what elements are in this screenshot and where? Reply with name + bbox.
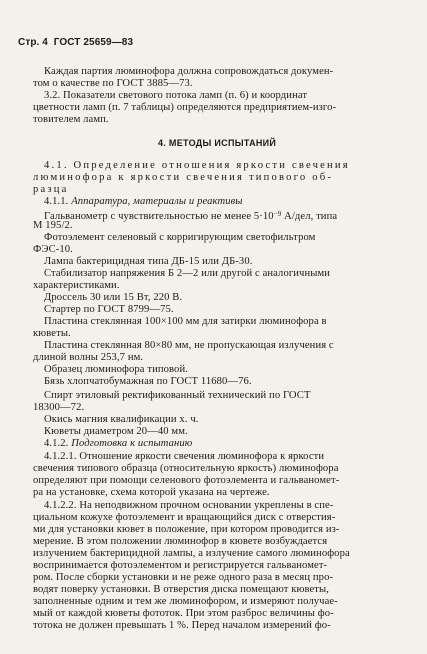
text-line: характеристиками. [33, 280, 120, 291]
text-line: Спирт этиловый ректификованный технический по ГОСТ [44, 390, 311, 401]
text-line: цветности ламп (п. 7 таблицы) определяются предприятием-изго- [33, 102, 337, 113]
text-line: Стартер по ГОСТ 8799—75. [44, 304, 174, 315]
text-line: мый от каждой кюветы фототок. При этом разброс величины фо- [33, 608, 334, 619]
text-line: 18300—72. [33, 402, 85, 413]
text-line: тотока не должен превышать 1 %. Перед началом измерений фо- [33, 620, 331, 631]
page-header [18, 37, 133, 49]
text-line: товителем ламп. [33, 114, 109, 125]
subsection-title: разца [33, 184, 69, 195]
text-line: ФЭС-10. [33, 244, 73, 255]
text-line: Стабилизатор напряжения Б 2—2 или другой с аналогичными [44, 268, 331, 279]
text-line: свечения типового образца (относительную яркость) люминофора [33, 463, 339, 474]
text-line: ми для установки кювет в положение, при котором проводится из- [33, 524, 340, 535]
clause-title: Аппаратура, материалы и реактивы [71, 196, 243, 207]
text-line: Кюветы диаметром 20—40 мм. [44, 426, 188, 437]
text-line: 3.2. Показатели светового потока ламп (п. 6) и координат [44, 90, 308, 101]
text-fragment: А/дел, типа [281, 211, 338, 222]
text-line: Фотоэлемент селеновый с корригирующим светофильтром [44, 232, 316, 243]
text-line: М 195/2. [33, 220, 73, 231]
text-line [44, 208, 337, 223]
subsection-heading [44, 196, 243, 208]
text-line: Образец люминофора типовой. [44, 364, 188, 375]
standard-number: ГОСТ 25659—83 [53, 37, 134, 48]
page-number: Стр. 4 [18, 37, 48, 48]
text-line: ра на установке, схема которой указана на чертеже. [33, 487, 270, 498]
text-line: 4.1.2.1. Отношение яркости свечения люминофора к яркости [44, 451, 325, 462]
text-line: циальном кожухе фотоэлемент и вращающийся диск с отверстия- [33, 512, 336, 523]
text-line: Пластина стеклянная 80×80 мм, не пропускающая излучения с [44, 340, 334, 351]
text-line: том о качестве по ГОСТ 3885—73. [33, 78, 193, 89]
text-line: водят поверку установки. В отверстия диска помещают кюветы, [33, 584, 329, 595]
text-fragment: Гальванометр с чувствительностью не менее 5·10 [44, 211, 274, 222]
clause-number: 4.1.2. [44, 438, 72, 449]
text-line: Лампа бактерицидная типа ДБ-15 или ДБ-30. [44, 256, 253, 267]
text-line: Каждая партия люминофора должна сопровождаться докумен- [44, 66, 334, 77]
text-line: 4.1.2.2. На неподвижном прочном основании укреплены в спе- [44, 500, 334, 511]
subsection-title: 4.1. Определение отношения яркости свечения [44, 160, 350, 171]
text-line: Дроссель 30 или 15 Вт, 220 В. [44, 292, 183, 303]
text-line: определяют при помощи селенового фотоэлемента и гальваномет- [33, 475, 340, 486]
text-line: ром. После сборки установки и не реже одного раза в месяц про- [33, 572, 334, 583]
text-line: мерение. В этом положении люминофор в кювете возбуждается [33, 536, 328, 547]
clause-title: Подготовка к испытанию [71, 438, 193, 449]
text-line: длиной волны 253,7 нм. [33, 352, 144, 363]
exponent: −9 [273, 210, 282, 218]
clause-number: 4.1.1. [44, 196, 72, 207]
section-title: 4. МЕТОДЫ ИСПЫТАНИЙ [158, 138, 277, 148]
text-line: Пластина стеклянная 100×100 мм для затирки люминофора в [44, 316, 327, 327]
text-line: излучением бактерицидной лампы, а излучение самого люминофора [33, 548, 350, 559]
subsection-title: люминофора к яркости свечения типового об- [33, 172, 334, 183]
text-line: заполненные одним и тем же люминофором, и измеряют получае- [33, 596, 338, 607]
text-line: Окись магния квалификации х. ч. [44, 414, 199, 425]
text-line: воспринимается фотоэлементом и регистрируется гальваномет- [33, 560, 328, 571]
text-line: Бязь хлопчатобумажная по ГОСТ 11680—76. [44, 376, 252, 387]
subsection-heading [44, 438, 192, 450]
text-line: кюветы. [33, 328, 71, 339]
